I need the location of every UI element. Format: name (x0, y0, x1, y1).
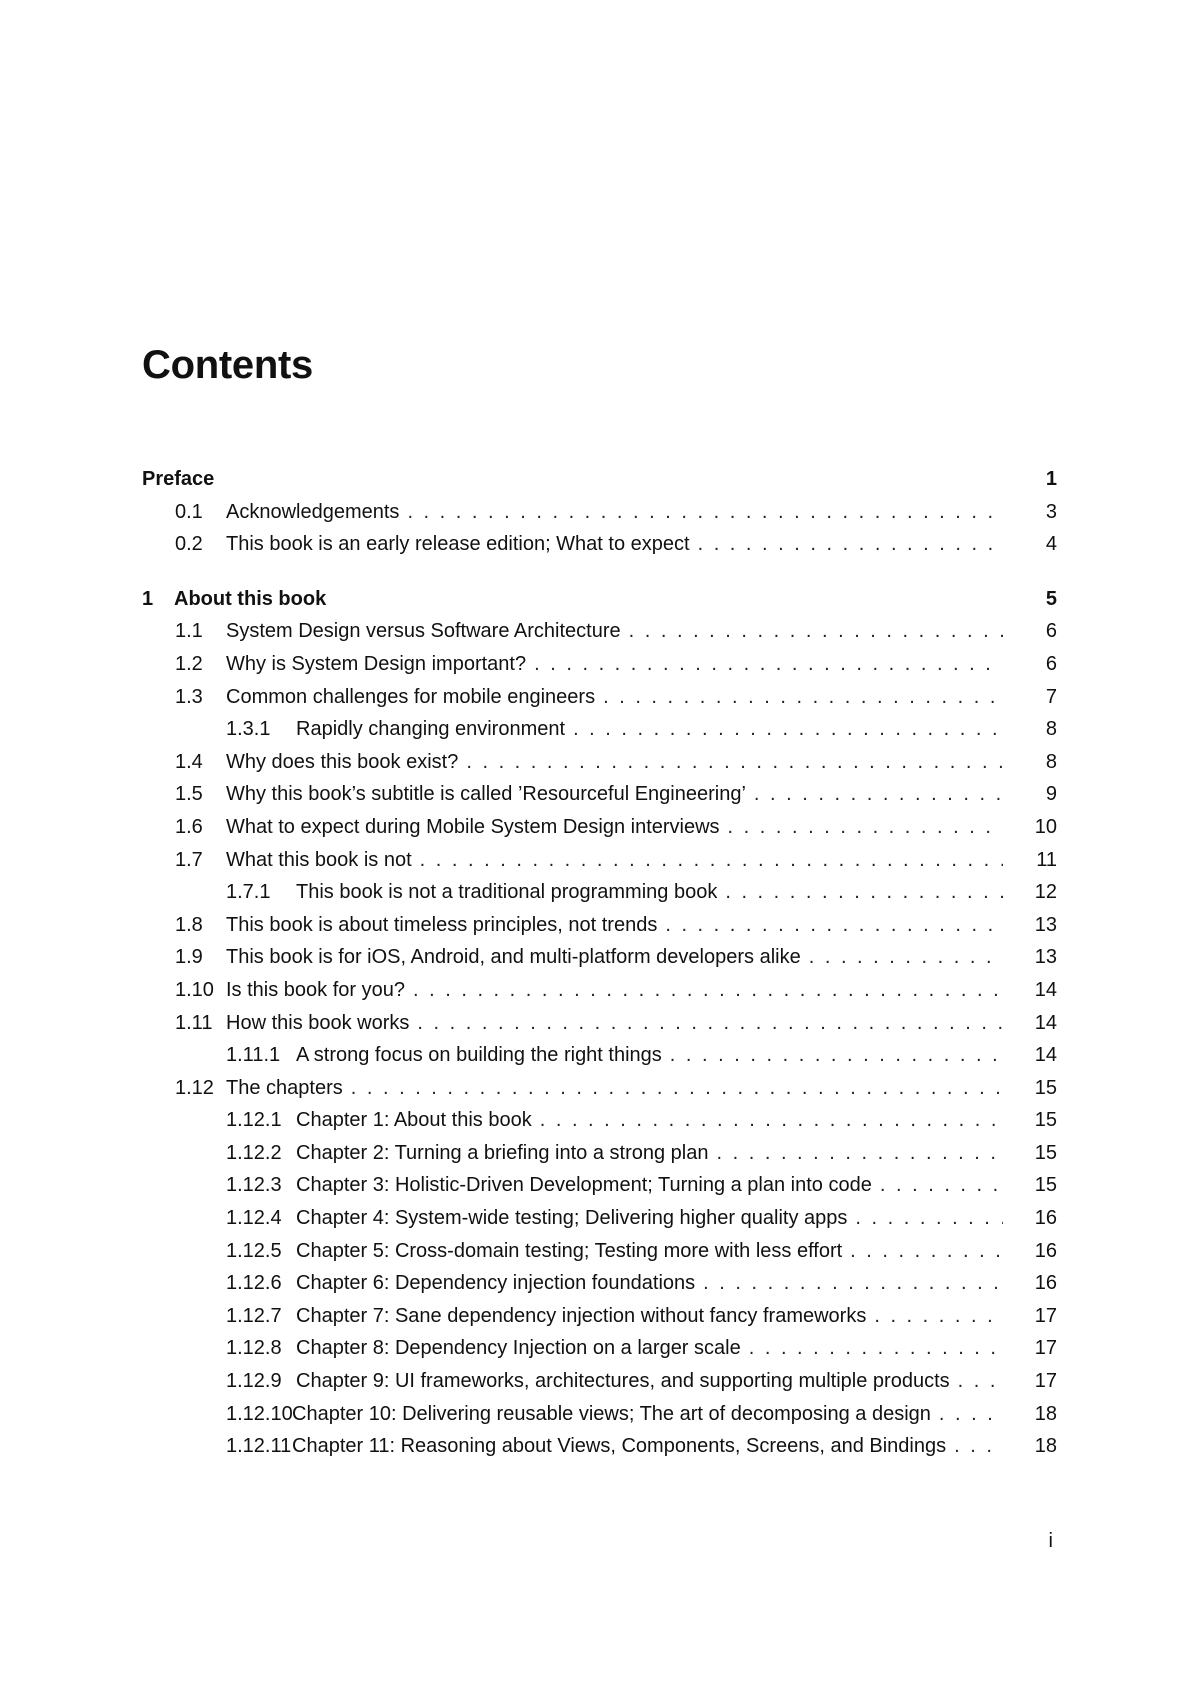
toc-entry-title: Preface (142, 468, 215, 490)
toc-entry-line (142, 463, 1057, 496)
toc-subsection-entry[interactable] (142, 1039, 1057, 1072)
toc-entry-title: Chapter 10: Delivering reusable views; The art of decomposing a design (292, 1402, 931, 1425)
toc-entry-line (296, 876, 1057, 909)
toc-section-entry[interactable] (142, 528, 1057, 561)
toc-entry-page: 1 (1045, 468, 1057, 490)
toc-entry-line (226, 746, 1057, 779)
toc-subsection-entry[interactable] (142, 1235, 1057, 1268)
toc-section-entry[interactable] (142, 1007, 1057, 1040)
toc-subsection-entry[interactable] (142, 876, 1057, 909)
toc-subsection-entry[interactable] (142, 1104, 1057, 1137)
toc-entry-line (296, 713, 1057, 746)
toc-subsection-entry[interactable] (142, 1202, 1057, 1235)
toc-dot-leader (413, 974, 1003, 1007)
toc-entry-line (226, 681, 1057, 714)
toc-entry-line (296, 1169, 1057, 1202)
toc-entry-line (226, 778, 1057, 811)
toc-entry-line (292, 1398, 1057, 1431)
toc-entry-page: 8 (1045, 718, 1057, 741)
toc-entry-line (292, 1430, 1057, 1463)
toc-dot-leader (850, 1235, 1003, 1268)
toc-entry-page: 14 (1034, 978, 1057, 1001)
toc-entry-page: 15 (1034, 1174, 1057, 1197)
toc-entry-page: 16 (1034, 1239, 1057, 1262)
toc-entry-number: 1 (142, 587, 154, 610)
toc-entry-line (296, 1300, 1057, 1333)
toc-entry-page: 5 (1045, 587, 1057, 610)
toc-section-entry[interactable] (142, 648, 1057, 681)
toc-entry-page: 8 (1045, 750, 1057, 773)
toc-entry-line (296, 1202, 1057, 1235)
toc-entry-page: 17 (1034, 1370, 1057, 1393)
toc-entry-number: 1.12.8 (226, 1337, 282, 1360)
toc-dot-leader (540, 1104, 1003, 1137)
toc-entry-page: 4 (1045, 533, 1057, 556)
toc-entry-title: Chapter 3: Holistic-Driven Development; Turning a plan into code (296, 1174, 872, 1197)
toc-entry-number: 1.4 (175, 750, 203, 773)
toc-entry-page: 15 (1034, 1141, 1057, 1164)
toc-section-entry[interactable] (142, 746, 1057, 779)
toc-entry-line (296, 1137, 1057, 1170)
toc-entry-line (226, 941, 1057, 974)
toc-entry-title: Why is System Design important? (226, 652, 527, 675)
toc-entry-page: 18 (1034, 1435, 1057, 1458)
toc-entry-title: Chapter 8: Dependency Injection on a larger scale (296, 1337, 741, 1360)
toc-entry-line (226, 648, 1057, 681)
toc-section-entry[interactable] (142, 974, 1057, 1007)
toc-dot-leader (754, 778, 1003, 811)
toc-chapter-entry[interactable] (142, 463, 1057, 496)
toc-entry-line (226, 615, 1057, 648)
toc-entry-title: Chapter 7: Sane dependency injection without fancy frameworks (296, 1304, 867, 1327)
toc-entry-title: This book is an early release edition; What to expect (226, 533, 690, 556)
toc-entry-page: 17 (1034, 1304, 1057, 1327)
toc-entry-page: 16 (1034, 1207, 1057, 1230)
toc-entry-title: What to expect during Mobile System Design interviews (226, 815, 720, 838)
toc-entry-number: 1.12.3 (226, 1174, 282, 1197)
toc-dot-leader (749, 1332, 1003, 1365)
toc-section-entry[interactable] (142, 681, 1057, 714)
toc-dot-leader (728, 811, 1003, 844)
toc-entry-page: 18 (1034, 1402, 1057, 1425)
toc-dot-leader (855, 1202, 1003, 1235)
toc-dot-leader (874, 1300, 1003, 1333)
toc-entry-number: 1.12.1 (226, 1109, 282, 1132)
toc-subsection-entry[interactable] (142, 1365, 1057, 1398)
toc-entry-title: Chapter 4: System-wide testing; Delivering higher quality apps (296, 1207, 848, 1230)
toc-dot-leader (698, 528, 1003, 561)
toc-dot-leader (954, 1430, 1003, 1463)
toc-entry-title: The chapters (226, 1076, 343, 1099)
toc-dot-leader (958, 1365, 1003, 1398)
toc-dot-leader (534, 648, 1003, 681)
toc-entry-page: 6 (1045, 620, 1057, 643)
toc-entry-page: 7 (1045, 685, 1057, 708)
toc-entry-line (226, 1072, 1057, 1105)
toc-entry-line (226, 909, 1057, 942)
toc-entry-title: Why does this book exist? (226, 750, 459, 773)
toc-dot-leader (939, 1398, 1003, 1431)
toc-entry-number: 1.11 (175, 1011, 213, 1034)
toc-entry-line (296, 1267, 1057, 1300)
toc-dot-leader (880, 1169, 1003, 1202)
toc-entry-number: 1.12.4 (226, 1207, 282, 1230)
toc-entry-number: 1.12.7 (226, 1304, 282, 1327)
toc-dot-leader (629, 615, 1003, 648)
toc-entry-number: 1.2 (175, 652, 203, 675)
toc-entry-number: 1.12 (175, 1076, 214, 1099)
toc-dot-leader (809, 941, 1003, 974)
toc-entry-line (226, 844, 1057, 877)
toc-chapter-entry[interactable] (142, 583, 1057, 616)
toc-dot-leader (351, 1072, 1003, 1105)
toc-section-entry[interactable] (142, 1072, 1057, 1105)
toc-entry-page: 15 (1034, 1076, 1057, 1099)
toc-entry-number: 1.3 (175, 685, 203, 708)
toc-section-entry[interactable] (142, 844, 1057, 877)
toc-entry-line (296, 1104, 1057, 1137)
toc-entry-line (296, 1039, 1057, 1072)
toc-subsection-entry[interactable] (142, 1267, 1057, 1300)
toc-entry-title: About this book (174, 587, 327, 610)
toc-entry-title: Acknowledgements (226, 500, 400, 523)
toc-section-entry[interactable] (142, 496, 1057, 529)
toc-entry-page: 6 (1045, 652, 1057, 675)
toc-entry-title: Is this book for you? (226, 978, 405, 1001)
toc-entry-page: 16 (1034, 1272, 1057, 1295)
toc-entry-line (226, 974, 1057, 1007)
toc-subsection-entry[interactable] (142, 1332, 1057, 1365)
toc-entry-number: 1.5 (175, 783, 203, 806)
toc-entry-line (226, 1007, 1057, 1040)
toc-entry-title: Chapter 2: Turning a briefing into a strong plan (296, 1141, 709, 1164)
toc-subsection-entry[interactable] (142, 1430, 1057, 1463)
toc-entry-line (226, 811, 1057, 844)
toc-entry-title: Chapter 11: Reasoning about Views, Components, Screens, and Bindings (292, 1435, 947, 1458)
page-title: Contents (142, 343, 313, 387)
toc-subsection-entry[interactable] (142, 713, 1057, 746)
toc-entry-title: A strong focus on building the right things (296, 1044, 662, 1067)
toc-dot-leader (670, 1039, 1003, 1072)
toc-dot-leader (573, 713, 1003, 746)
toc-entry-number: 1.3.1 (226, 718, 271, 741)
toc-entry-page: 13 (1034, 946, 1057, 969)
toc-entry-number: 1.11.1 (226, 1044, 281, 1067)
toc-subsection-entry[interactable] (142, 1398, 1057, 1431)
toc-entry-page: 14 (1034, 1044, 1057, 1067)
toc-entry-title: Chapter 5: Cross-domain testing; Testing more with less effort (296, 1239, 843, 1262)
toc-dot-leader (420, 844, 1003, 877)
toc-entry-line (296, 1365, 1057, 1398)
toc-entry-title: Rapidly changing environment (296, 718, 566, 741)
toc-dot-leader (703, 1267, 1003, 1300)
toc-entry-page: 17 (1034, 1337, 1057, 1360)
toc-entry-page: 10 (1034, 815, 1057, 838)
toc-entry-title: This book is about timeless principles, not trends (226, 913, 658, 936)
toc-entry-number: 1.7.1 (226, 881, 271, 904)
toc-entry-title: System Design versus Software Architecture (226, 620, 621, 643)
toc-entry-page: 3 (1045, 500, 1057, 523)
toc-entry-number: 1.1 (175, 620, 203, 643)
toc-entry-number: 1.12.5 (226, 1239, 282, 1262)
toc-dot-leader (466, 746, 1003, 779)
toc-entry-number: 1.7 (175, 848, 203, 871)
toc-entry-number: 0.1 (175, 500, 203, 523)
toc-entry-number: 1.12.10 (226, 1402, 293, 1425)
toc-entry-title: Chapter 6: Dependency injection foundations (296, 1272, 696, 1295)
toc-entry-number: 1.6 (175, 815, 203, 838)
toc-entry-line (296, 1332, 1057, 1365)
toc-dot-leader (716, 1137, 1003, 1170)
toc-section-entry[interactable] (142, 941, 1057, 974)
toc-subsection-entry[interactable] (142, 1300, 1057, 1333)
toc-entry-page: 11 (1036, 848, 1057, 871)
toc-dot-leader (603, 681, 1003, 714)
toc-dot-leader (407, 496, 1003, 529)
toc-subsection-entry[interactable] (142, 1137, 1057, 1170)
toc-entry-page: 9 (1045, 783, 1057, 806)
toc-entry-page: 13 (1034, 913, 1057, 936)
toc-entry-page: 12 (1034, 881, 1057, 904)
toc-entry-title: What this book is not (226, 848, 412, 871)
toc-entry-line (226, 496, 1057, 529)
toc-entry-line (174, 583, 1057, 616)
toc-entry-number: 1.12.11 (226, 1435, 292, 1458)
toc-section-entry[interactable] (142, 909, 1057, 942)
toc-subsection-entry[interactable] (142, 1169, 1057, 1202)
toc-entry-line (296, 1235, 1057, 1268)
toc-entry-title: How this book works (226, 1011, 410, 1034)
toc-entry-page: 15 (1034, 1109, 1057, 1132)
toc-entry-title: This book is for iOS, Android, and multi-platform developers alike (226, 946, 801, 969)
toc-dot-leader (665, 909, 1003, 942)
toc-dot-leader (417, 1007, 1003, 1040)
toc-entry-page: 14 (1034, 1011, 1057, 1034)
toc-entry-title: Chapter 9: UI frameworks, architectures, and supporting multiple products (296, 1370, 950, 1393)
toc-section-entry[interactable] (142, 811, 1057, 844)
toc-entry-number: 1.12.9 (226, 1370, 282, 1393)
toc-entry-number: 1.12.6 (226, 1272, 282, 1295)
toc-entry-number: 1.8 (175, 913, 203, 936)
toc-entry-title: Why this book’s subtitle is called ’Resourceful Engineering’ (226, 783, 746, 806)
toc-section-entry[interactable] (142, 615, 1057, 648)
toc-entry-number: 1.12.2 (226, 1141, 282, 1164)
toc-entry-title: Chapter 1: About this book (296, 1109, 532, 1132)
toc-entry-title: Common challenges for mobile engineers (226, 685, 596, 708)
table-of-contents (142, 463, 1057, 1463)
toc-entry-number: 1.10 (175, 978, 214, 1001)
toc-entry-number: 0.2 (175, 533, 203, 556)
toc-dot-leader (725, 876, 1003, 909)
page-number: i (1048, 1530, 1053, 1552)
toc-entry-line (226, 528, 1057, 561)
toc-section-entry[interactable] (142, 778, 1057, 811)
toc-entry-number: 1.9 (175, 946, 203, 969)
toc-entry-title: This book is not a traditional programming book (296, 881, 718, 904)
